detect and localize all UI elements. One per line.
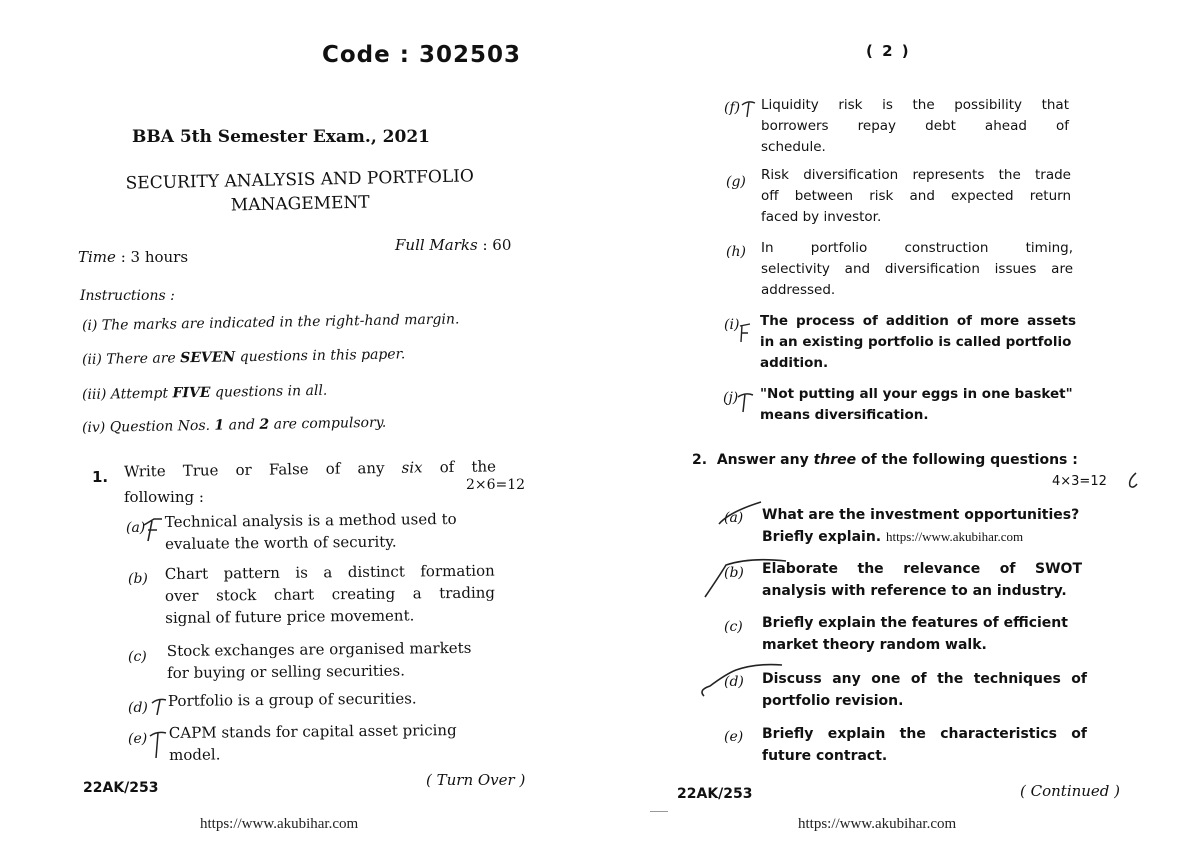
footer-code bbox=[677, 786, 753, 802]
part-e-text bbox=[169, 719, 457, 766]
instruction-emphasis: 2 bbox=[259, 416, 270, 433]
question-2-number: 2. bbox=[692, 452, 708, 468]
exam-code: Code : 302503 bbox=[322, 42, 521, 68]
footer-code-number: 253 bbox=[723, 786, 753, 802]
question-1-line-1 bbox=[124, 455, 496, 482]
time-value: : 3 hours bbox=[120, 248, 189, 266]
question-emphasis: three bbox=[813, 452, 857, 468]
part-line: means diversification. bbox=[760, 407, 929, 423]
instruction-text: Attempt bbox=[110, 385, 173, 403]
inline-url: https://www.akubihar.com bbox=[886, 529, 1024, 544]
part-b-text bbox=[762, 558, 1082, 602]
part-line: evaluate the worth of security. bbox=[165, 532, 397, 553]
question-1-marks: 2×6=12 bbox=[466, 477, 526, 493]
part-line: Briefly explain. bbox=[762, 529, 882, 545]
instruction-item bbox=[82, 311, 460, 334]
part-label: (b) bbox=[724, 565, 744, 581]
footer-code bbox=[83, 780, 159, 796]
instruction-number: (iii) bbox=[81, 386, 107, 403]
part-line: schedule. bbox=[761, 139, 826, 155]
question-text: of the bbox=[422, 457, 497, 477]
part-label: (e) bbox=[128, 731, 148, 747]
part-line: Chart pattern is a distinct formation bbox=[164, 561, 495, 584]
question-text: Answer any bbox=[716, 452, 814, 468]
part-i-text bbox=[760, 311, 1076, 374]
handwritten-score-mark bbox=[1124, 470, 1142, 492]
time-label: Time bbox=[78, 248, 116, 266]
continued-note: ( Continued ) bbox=[1020, 782, 1121, 800]
part-label: (i) bbox=[724, 317, 740, 333]
handwritten-f-mark bbox=[140, 515, 170, 545]
part-e-text bbox=[762, 723, 1087, 767]
part-label: (e) bbox=[724, 729, 744, 745]
handwritten-t-mark bbox=[736, 390, 756, 416]
part-label: (b) bbox=[128, 571, 148, 587]
marks-value: : 60 bbox=[482, 236, 512, 254]
instruction-text: questions in this paper. bbox=[235, 346, 406, 366]
part-j-text bbox=[760, 384, 1073, 426]
instruction-emphasis: 1 bbox=[214, 417, 225, 434]
part-label: (d) bbox=[128, 700, 148, 716]
scan-dash bbox=[650, 811, 668, 812]
question-2-heading bbox=[692, 452, 1078, 468]
exam-title: BBA 5th Semester Exam., 2021 bbox=[132, 127, 430, 147]
part-c-text bbox=[167, 637, 472, 684]
part-line: CAPM stands for capital asset pricing bbox=[168, 720, 457, 743]
part-label: (j) bbox=[723, 390, 739, 406]
instruction-number: (iv) bbox=[81, 419, 106, 436]
instruction-number: (i) bbox=[81, 317, 98, 334]
part-line: future contract. bbox=[762, 748, 888, 764]
question-1-line-2: following : bbox=[124, 488, 204, 506]
part-label: (h) bbox=[726, 244, 746, 260]
instruction-emphasis: SEVEN bbox=[180, 349, 236, 367]
part-d-text bbox=[762, 668, 1087, 712]
part-line: faced by investor. bbox=[761, 209, 882, 225]
part-line: market theory random walk. bbox=[762, 637, 987, 653]
instruction-item bbox=[82, 415, 386, 436]
part-line: addressed. bbox=[761, 282, 836, 298]
subject-line-1: SECURITY ANALYSIS AND PORTFOLIO bbox=[125, 166, 475, 194]
instruction-text: are compulsory. bbox=[269, 414, 387, 433]
question-text: of the following questions : bbox=[856, 452, 1078, 468]
part-line: analysis with reference to an industry. bbox=[762, 583, 1067, 599]
part-label: (g) bbox=[726, 174, 746, 190]
question-emphasis: six bbox=[401, 458, 423, 477]
source-url: https://www.akubihar.com bbox=[200, 816, 359, 832]
part-line: model. bbox=[169, 745, 221, 764]
part-line: Stock exchanges are organised markets bbox=[166, 638, 472, 661]
part-line: selectivity and diversification issues are bbox=[761, 261, 1073, 277]
subject-line-2: MANAGEMENT bbox=[230, 192, 370, 216]
subject-title bbox=[100, 164, 501, 220]
marks-label: Full Marks bbox=[395, 236, 478, 254]
footer-code-prefix: 22AK/ bbox=[83, 780, 130, 796]
question-1-number: 1. bbox=[92, 468, 109, 486]
instruction-item bbox=[82, 346, 405, 368]
part-d-text: Portfolio is a group of securities. bbox=[167, 689, 417, 710]
part-line: What are the investment opportunities? bbox=[762, 507, 1080, 523]
page-number: ( 2 ) bbox=[866, 42, 911, 60]
footer-code-number: 253 bbox=[129, 780, 159, 796]
part-line: Discuss any one of the techniques of bbox=[762, 671, 1087, 687]
part-label: (a) bbox=[126, 520, 146, 536]
part-line: portfolio revision. bbox=[762, 693, 904, 709]
instruction-text: The marks are indicated in the right-hand margin. bbox=[101, 311, 460, 334]
part-line: Risk diversification represents the trade bbox=[761, 167, 1071, 183]
part-label: (c) bbox=[128, 649, 147, 665]
instructions-heading: Instructions : bbox=[80, 288, 175, 304]
source-url: https://www.akubihar.com bbox=[798, 816, 957, 832]
part-line: in an existing portfolio is called portfolio bbox=[760, 334, 1072, 350]
instruction-text: and bbox=[224, 416, 260, 434]
part-line: In portfolio construction timing, bbox=[761, 240, 1073, 256]
handwritten-check-mark bbox=[715, 500, 765, 530]
part-line: "Not putting all your eggs in one basket" bbox=[760, 386, 1073, 402]
part-h-text bbox=[761, 238, 1073, 301]
instruction-text: questions in all. bbox=[210, 382, 328, 401]
part-label: (d) bbox=[724, 674, 744, 690]
question-text: Write True or False of any bbox=[123, 458, 402, 481]
part-line: Briefly explain the characteristics of bbox=[762, 726, 1087, 742]
part-c-text bbox=[762, 612, 1068, 656]
part-line: for buying or selling securities. bbox=[167, 661, 406, 682]
handwritten-t-mark bbox=[148, 728, 170, 762]
part-label: (c) bbox=[724, 619, 743, 635]
turn-over-note: ( Turn Over ) bbox=[426, 771, 526, 789]
time-info bbox=[78, 248, 188, 266]
instruction-text: There are bbox=[106, 350, 181, 368]
part-g-text bbox=[761, 165, 1071, 228]
left-page bbox=[0, 0, 580, 849]
part-line: over stock chart creating a trading bbox=[164, 583, 496, 605]
part-label: (f) bbox=[724, 100, 741, 116]
part-line: addition. bbox=[760, 355, 829, 371]
instruction-item bbox=[82, 383, 328, 403]
instruction-emphasis: FIVE bbox=[172, 384, 211, 402]
part-line: Liquidity risk is the possibility that bbox=[761, 97, 1069, 113]
part-line: Briefly explain the features of efficient bbox=[762, 615, 1068, 631]
part-a-text bbox=[762, 504, 1079, 548]
instruction-text: Question Nos. bbox=[109, 417, 215, 436]
part-line: borrowers repay debt ahead of bbox=[761, 118, 1069, 134]
part-line: Technical analysis is a method used to bbox=[164, 509, 457, 532]
handwritten-check-mark bbox=[696, 660, 786, 700]
full-marks-info bbox=[395, 236, 511, 254]
part-line: signal of future price movement. bbox=[165, 606, 415, 627]
part-line: The process of addition of more assets bbox=[760, 313, 1076, 329]
handwritten-check-mark bbox=[700, 555, 790, 601]
handwritten-f-mark bbox=[736, 320, 754, 344]
part-line: off between risk and expected return bbox=[761, 188, 1071, 204]
footer-code-prefix: 22AK/ bbox=[677, 786, 724, 802]
part-line: Elaborate the relevance of SWOT bbox=[762, 561, 1082, 577]
handwritten-t-mark bbox=[740, 99, 758, 121]
handwritten-t-mark bbox=[150, 695, 170, 717]
part-b-text bbox=[165, 560, 496, 629]
part-f-text bbox=[761, 95, 1069, 158]
part-label: (a) bbox=[724, 510, 744, 526]
instruction-number: (ii) bbox=[81, 351, 103, 368]
part-a-text bbox=[165, 508, 457, 555]
question-2-marks: 4×3=12 bbox=[1052, 474, 1107, 489]
